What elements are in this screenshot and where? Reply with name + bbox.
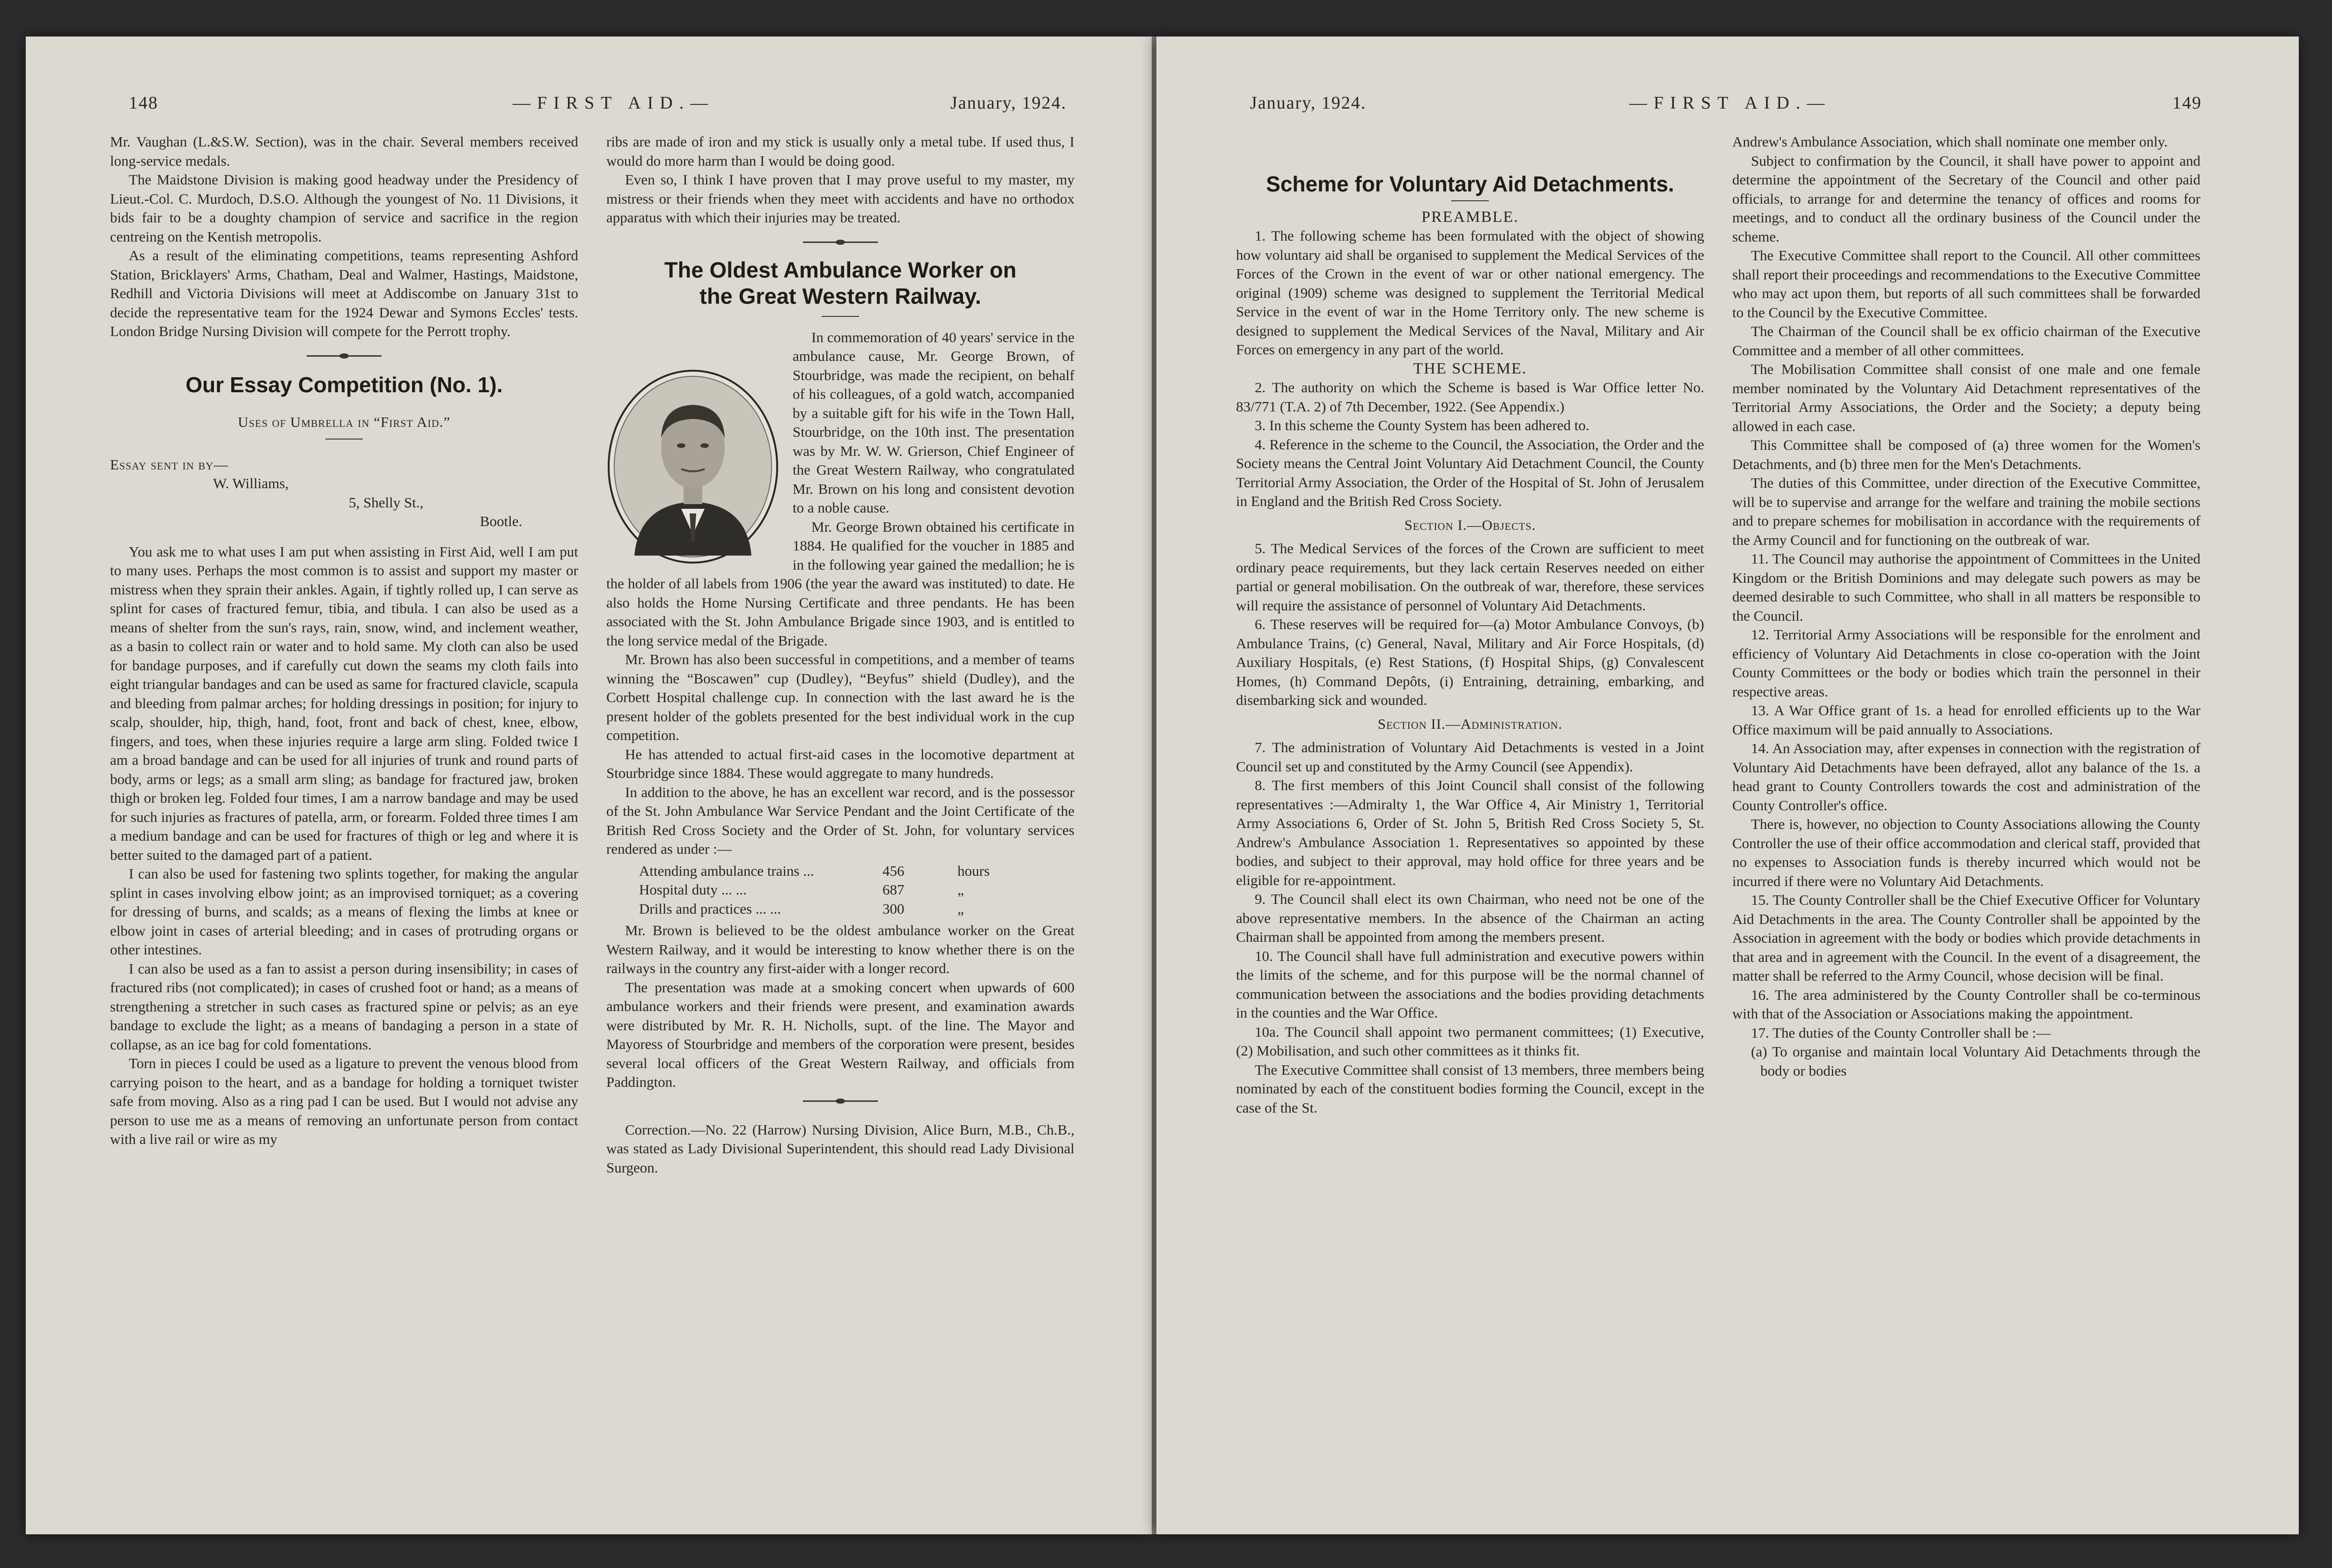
preamble-title: PREAMBLE. xyxy=(1421,208,1519,226)
right-date: January, 1924. xyxy=(1250,93,1367,113)
worker-heading-line: The Oldest Ambulance Worker on xyxy=(664,257,1017,282)
worker-heading-line: the Great Western Railway. xyxy=(699,283,981,308)
left-page xyxy=(26,37,1152,1534)
scheme-paragraph: The Executive Committee shall report to the Council. All other committees shall report their proceedings and recommendations to the Executive Committee who may act upon them, but reports of all such committees shall be forwarded to the Council by the Executive Committee. xyxy=(1732,247,2200,321)
portrait-photo xyxy=(606,368,780,565)
section-2-paragraph: 8. The first members of this Joint Council shall consist of the following representatives :—Admiralty 1, the War Office 4, Air Ministry 1, Territorial Army Associations 6, Order of St. John 5, British Red Cross Society 5, St. Andrew's Ambulance Association 1. Representatives so appointed by these bodies, and subject to their approval, may hold office for three years and be eligible for re-appointment. xyxy=(1236,777,1704,888)
short-divider xyxy=(822,316,859,317)
service-value: 687 xyxy=(883,881,905,898)
right-column-1 xyxy=(1236,132,1704,1117)
service-unit: „ xyxy=(957,900,964,917)
worker-paragraph: In commemoration of 40 years' service in the ambulance cause, Mr. George Brown, of Stourbridge, was made the recipient, on behalf of his colleagues, of a gold watch, accompanied by a suitable gift for his wife in the Town Hall, Stourbridge, on the 10th inst. The presentation was by Mr. W. W. Grierson, Chief Engineer of the Great Western Railway, who congratulated Mr. Brown on his long and consistent devotion to a noble cause. xyxy=(793,329,1074,516)
scheme-heading: Scheme for Voluntary Aid Detachments. xyxy=(1266,172,1674,196)
section-2-paragraph: 7. The administration of Voluntary Aid Detachments is vested in a Joint Council set up and constituted by the Army Council (see Appendix). xyxy=(1236,739,1704,775)
right-column-2 xyxy=(1732,132,2200,1080)
scheme-paragraph: This Committee shall be composed of (a) three women for the Women's Detachments, and (b) three men for the Men's Detachments. xyxy=(1732,437,2200,472)
scheme-paragraph: 2. The authority on which the Scheme is based is War Office letter No. 83/771 (T.A. 2) of 7th December, 1922. (See Appendix.) xyxy=(1236,379,1704,415)
service-value: 300 xyxy=(883,900,905,917)
worker-paragraph: Mr. George Brown obtained his certificate in 1884. He qualified for the voucher in 1885 and in the following year gained the medallion; he is the holder of all labels from 1906 (the year the award was instituted) to date. He also holds the Home Nursing Certificate and three pendants. He has been associated with the St. John Ambulance Brigade since 1903, and is entitled to the long service medal of the Brigade. xyxy=(606,518,1074,649)
scheme-paragraph: Andrew's Ambulance Association, which shall nominate one member only. xyxy=(1732,133,2168,150)
right-page xyxy=(1156,37,2299,1534)
section-2-paragraph: The Executive Committee shall consist of 13 members, three members being nominated by each of the constituent bodies forming the Council, except in the case of the St. xyxy=(1236,1061,1704,1116)
scheme-paragraph: 4. Reference in the scheme to the Council, the Association, the Order and the Society means the Central Joint Voluntary Aid Detachment Council, the County Territorial Army Association, the Order of the Hospital of St. John of Jerusalem in England and the British Red Cross Society. xyxy=(1236,436,1704,509)
section-1-paragraph: 6. These reserves will be required for—(a) Motor Ambulance Convoys, (b) Ambulance Trains, (c) General, Naval, Military and Air Force Hospitals, (d) Auxiliary Hospitals, (e) Rest Stations, (f) Hospital Ships, (g) Convalescent Homes, (h) Command Depôts, (i) Entraining, detraining, embarking, and disembarking sick and wounded. xyxy=(1236,616,1704,708)
scheme-paragraph: 14. An Association may, after expenses in connection with the registration of Voluntary Aid Detachments have been defrayed, allot any balance of the 1s. a head grant to County Controllers towards the cost and administration of the County Controller's office. xyxy=(1732,740,2200,813)
right-running-title: —FIRST AID.— xyxy=(1629,93,1832,113)
scheme-paragraph: 17. The duties of the County Controller shall be :— xyxy=(1751,1024,2051,1041)
essay-subheading: Uses of Umbrella in “First Aid.” xyxy=(238,414,450,430)
section-1-title: Section I.—Objects. xyxy=(1404,516,1536,533)
left-page-number: 148 xyxy=(129,93,158,113)
scheme-paragraph: 13. A War Office grant of 1s. a head for enrolled efficients up to the War Office maximum will be paid annually to Associations. xyxy=(1732,702,2200,738)
service-unit: „ xyxy=(957,881,964,898)
essay-continued: Even so, I think I have proven that I may prove useful to my master, my mistress or their friends when they meet with accidents and have no orthodox apparatus with which their injuries may be treated. xyxy=(606,171,1074,226)
scheme-paragraph: The Mobilisation Committee shall consist of one male and one female member nominated by the Voluntary Aid Detachment representatives of the Territorial Army Associations, the Order and the Society; a deputy being allowed in each case. xyxy=(1732,361,2200,434)
worker-paragraph: The presentation was made at a smoking concert when upwards of 600 ambulance workers and their friends were present, and examination awards were distributed by Mr. R. H. Nicholls, supt. of the line. The Mayor and Mayoress of Stourbridge and members of the corporation were present, besides several local officers of the Great Western Railway, and officials from Paddington. xyxy=(606,979,1074,1090)
worker-paragraph: Mr. Brown is believed to be the oldest ambulance worker on the Great Western Railway, and it would be interesting to know whether there is on the railways in the country any first-aider with a longer record. xyxy=(606,922,1074,976)
intro-paragraph: The Maidstone Division is making good headway under the Presidency of Lieut.-Col. C. Murdoch, D.S.O. Although the youngest of No. 11 Divisions, it bids fair to be a doughty champion of service and sacrifice in the region centreing on the Kentish metropolis. xyxy=(110,171,578,245)
intro-paragraph: As a result of the eliminating competitions, teams representing Ashford Station, Bricklayers' Arms, Chatham, Deal and Walmer, Hastings, Maidstone, Redhill and Victoria Divisions will meet at Addiscombe on January 31st to decide the representative team for the 1924 Dewar and Symons Eccles' tests. London Bridge Nursing Division will compete for the Perrott trophy. xyxy=(110,247,578,339)
essay-sent-by: Essay sent in by— xyxy=(110,456,229,473)
worker-paragraph: He has attended to actual first-aid cases in the locomotive department at Stourbridge since 1884. These would aggregate to many hundreds. xyxy=(606,746,1074,781)
scheme-paragraph: 12. Territorial Army Associations will be responsible for the enrolment and efficiency of Voluntary Aid Detachments in close co-operation with the Joint County Committees or the body or bodies which train the personnel in their respective areas. xyxy=(1732,626,2200,700)
worker-paragraph: Mr. Brown has also been successful in competitions, and a member of teams winning the “Boscawen” cup (Dudley), “Beyfus” shield (Dudley), and the Corbett Hospital challenge cup. In connection with the last award he is the present holder of the goblets presented for the best individual work in the cup competition. xyxy=(606,651,1074,743)
preamble-text: 1. The following scheme has been formulated with the object of showing how voluntary aid shall be organised to supplement the Medical Services of the Forces of the Crown in the event of war or other national emergency. The original (1909) scheme was designed to supplement the Territorial Medical Service in the event of war in the Home Territory only. The new scheme is designed to supplement the Medical Services of the Naval, Military and Air Forces on emergency in any part of the world. xyxy=(1236,227,1704,358)
section-2-paragraph: 10a. The Council shall appoint two permanent committees; (1) Executive, (2) Mobilisation, and such other committees as it thinks fit. xyxy=(1236,1023,1704,1059)
left-running-title: —FIRST AID.— xyxy=(513,93,715,113)
essay-address: Bootle. xyxy=(480,513,522,529)
section-2-paragraph: 10. The Council shall have full administration and executive powers within the limits of the scheme, and for this purpose will be the normal channel of communication between the associations and the bodies providing detachments in the counties and the War Office. xyxy=(1236,947,1704,1021)
service-table xyxy=(639,862,1074,919)
essay-address: 5, Shelly St., xyxy=(349,494,424,511)
intro-paragraph: Mr. Vaughan (L.&S.W. Section), was in the chair. Several members received long-service medals. xyxy=(110,133,578,169)
left-column-1 xyxy=(110,132,578,1149)
left-date: January, 1924. xyxy=(950,93,1067,113)
left-column-2 xyxy=(606,132,1074,1177)
section-2-title: Section II.—Administration. xyxy=(1377,715,1563,732)
scheme-paragraph: 3. In this scheme the County System has been adhered to. xyxy=(1255,417,1589,433)
service-row xyxy=(639,862,1074,881)
worker-heading xyxy=(606,257,1074,309)
service-unit: hours xyxy=(957,862,990,879)
service-value: 456 xyxy=(883,862,905,879)
short-divider xyxy=(1451,200,1489,201)
section-divider xyxy=(803,1100,878,1102)
correction-note: Correction.—No. 22 (Harrow) Nursing Division, Alice Burn, M.B., Ch.B., was stated as Lady Divisional Superintendent, this should read Lady Divisional Surgeon. xyxy=(606,1121,1074,1176)
scheme-paragraph: Subject to confirmation by the Council, it shall have power to appoint and determine the appointment of the Secretary of the Council and other paid officials, to arrange for and determine the tenancy of offices and rooms for meetings, and to conduct all the ordinary business of the Council under the scheme. xyxy=(1732,152,2200,245)
essay-paragraph: I can also be used as a fan to assist a person during insensibility; in cases of fractured ribs (not complicated); in cases of crushed foot or hand; as a means of strengthening a stretcher in such cases as fractured spine or pelvis; as an eye bandage to exclude the light; as a means of bandaging a person in a state of collapse, as an ice bag for cold fomentations. xyxy=(110,960,578,1053)
service-item: Hospital duty ... ... xyxy=(639,881,747,898)
section-divider xyxy=(307,355,382,357)
scheme-paragraph: 11. The Council may authorise the appointment of Committees in the United Kingdom or the British Dominions and may delegate such powers as may be deemed desirable to such Committee, who shall in all matters be responsible to the Council. xyxy=(1732,550,2200,624)
essay-paragraph: I can also be used for fastening two splints together, for making the angular splint in cases involving elbow joint; as an improvised torniquet; as a covering for dressing of burns, and scalds; as a means of flexing the limbs at knee or elbow joint in cases of arterial bleeding; and in cases of protruding organs or other intestines. xyxy=(110,865,578,958)
service-item: Drills and practices ... ... xyxy=(639,900,781,917)
service-row xyxy=(639,900,1074,919)
scheme-paragraph: 16. The area administered by the County Controller shall be co-terminous with that of the Association or Associations making the appointment. xyxy=(1732,986,2200,1022)
essay-heading: Our Essay Competition (No. 1). xyxy=(185,372,503,397)
essay-author: W. Williams, xyxy=(213,475,289,491)
service-item: Attending ambulance trains ... xyxy=(639,862,814,879)
section-divider xyxy=(803,242,878,243)
scheme-paragraph: The duties of this Committee, under direction of the Executive Committee, will be to supervise and arrange for the welfare and training the mobile sections and to prepare schemes for mobilisation in accordance with the requirements of the Army Council and for functioning on the outbreak of war. xyxy=(1732,475,2200,548)
essay-paragraph: You ask me to what uses I am put when assisting in First Aid, well I am put to many uses. Perhaps the most common is to assist and support my master or mistress when they sprain their ankles. Again, if tightly rolled up, I can serve as splint for cases of fractured femur, tibia, and tibula. I can also be used as a means of shelter from the sun's rays, rain, snow, wind, and inclement weather, as a basin to collect rain or water and to hold same. My cloth can also be used for bandage purposes, and if carefully cut down the seams my cloth fails into eight triangular bandages and can be used as same for fractured clavicle, scapula and bleeding from palmar arches; for holding dressings in position; for injury to scalp, shoulder, hip, thigh, hand, foot, front and back of chest, knee, elbow, fingers, and toes, when these injuries require a large arm sling. Folded twice I am a broad bandage and can be used for all injuries of trunk and round parts of body, arms or legs; as a small arm sling; as bandage for fractured jaw, broken thigh or broken leg. Folded four times, I am a narrow bandage and may be used for such injuries as fractures of patella, arm, or forearm. Folded three times I am a medium bandage and can be used for fractures of thigh or leg and where it is better suited to the damaged part of a patient. xyxy=(110,543,578,863)
scheme-paragraph: The Chairman of the Council shall be ex officio chairman of the Executive Committee and a member of all other committees. xyxy=(1732,323,2200,359)
short-divider xyxy=(325,439,363,440)
section-1-paragraph: 5. The Medical Services of the forces of the Crown are sufficient to meet ordinary peace requirements, but they lack certain Reserves needed on either partial or general mobilisation. On the outbreak of war, therefore, these services will require the assistance of personnel of Voluntary Aid Detachments. xyxy=(1236,540,1704,614)
essay-paragraph: Torn in pieces I could be used as a ligature to prevent the venous blood from carrying poison to the heart, and as a bandage for holding a torniquet twister safe from moving. Also as a ring pad I can be used. But I would not advise any person to use me as a means of removing an unfortunate person from contact with a live rail or wire as my xyxy=(110,1055,578,1147)
worker-paragraph: In addition to the above, he has an excellent war record, and is the possessor of the St. John Ambulance War Service Pendant and the Joint Certificate of the British Red Cross Society and the Order of St. John, for voluntary services rendered as under :— xyxy=(606,784,1074,857)
scheme-paragraph: 15. The County Controller shall be the Chief Executive Officer for Voluntary Aid Detachments in the area. The County Controller shall be appointed by the Association in agreement with the body or bodies which provide detachments in that area and in agreement with the Council. In the event of a disagreement, the matter shall be referred to the Army Council, whose decision will be final. xyxy=(1732,892,2200,984)
scheme-paragraph: There is, however, no objection to County Associations allowing the County Controller the use of their office accommodation and clerical staff, provided that no expenses to Association funds is thereby incurred which would not be incurred if there were no Voluntary Aid Detachments. xyxy=(1732,816,2200,889)
service-row xyxy=(639,880,1074,900)
right-page-number: 149 xyxy=(2172,93,2202,113)
scheme-paragraph: (a) To organise and maintain local Voluntary Aid Detachments through the body or bodies xyxy=(1751,1043,2200,1079)
scheme-title: THE SCHEME. xyxy=(1413,359,1527,377)
essay-continued: ribs are made of iron and my stick is usually only a metal tube. If used thus, I would do more harm than I would be doing good. xyxy=(606,133,1074,169)
section-2-paragraph: 9. The Council shall elect its own Chairman, who need not be one of the above representative members. In the absence of the Chairman an acting Chairman shall be appointed from among the members present. xyxy=(1236,891,1704,945)
